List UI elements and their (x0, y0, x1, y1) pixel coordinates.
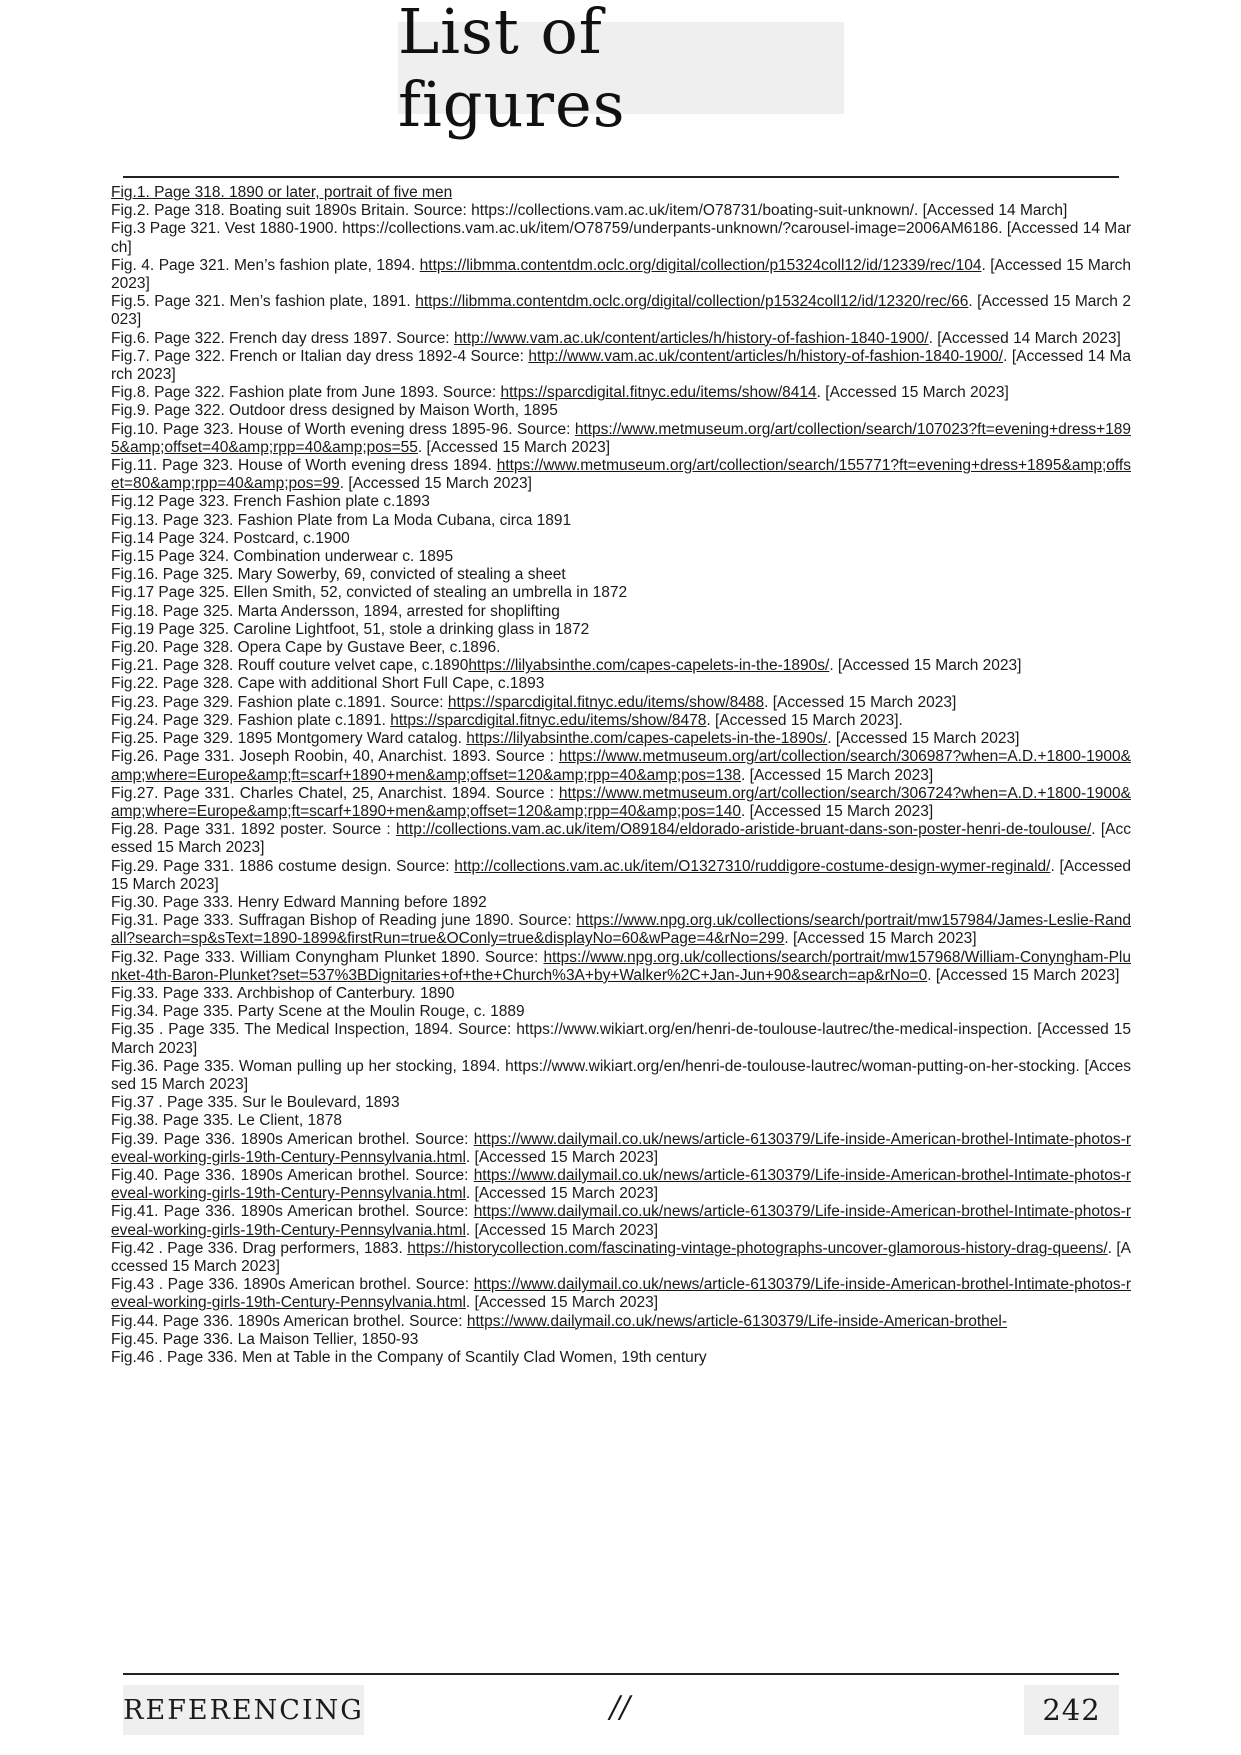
figure-source-link[interactable]: https://www.metmuseum.org/art/collection/search/107023?ft=evening+dress+1895&amp;offset=40&amp;rpp=40&amp;pos=55 (111, 420, 1131, 456)
figure-caption: Fig.24. Page 329. Fashion plate c.1891. (111, 711, 391, 729)
figure-caption: Fig.9. Page 322. Outdoor dress designed by Maison Worth, 1895 (111, 402, 558, 420)
figure-entry (111, 1349, 1131, 1367)
figure-entry (111, 1021, 1131, 1057)
figure-entry (111, 621, 1131, 639)
figure-caption: Fig.16. Page 325. Mary Sowerby, 69, convicted of stealing a sheet (111, 566, 566, 584)
figure-caption: Fig.6. Page 322. French day dress 1897. Source: (111, 329, 454, 347)
figure-entry (111, 694, 1131, 712)
figure-entry (111, 712, 1131, 730)
figure-entry (111, 584, 1131, 602)
figure-source-link[interactable]: https://sparcdigital.fitnyc.edu/items/show/8478 (390, 711, 707, 729)
figure-entry (111, 184, 1131, 202)
figure-entry (111, 985, 1131, 1003)
figure-caption: Fig.13. Page 323. Fashion Plate from La Moda Cubana, circa 1891 (111, 511, 572, 529)
top-divider (123, 176, 1119, 178)
figure-access-note: . [Accessed 15 March 2023] (816, 384, 1009, 402)
figure-entry (111, 1313, 1131, 1331)
figure-entry (111, 530, 1131, 548)
figure-caption: Fig.25. Page 329. 1895 Montgomery Ward catalog. (111, 730, 467, 748)
figure-caption: Fig.19 Page 325. Caroline Lightfoot, 51, stole a drinking glass in 1872 (111, 620, 590, 638)
figure-caption: Fig.37 . Page 335. Sur le Boulevard, 1893 (111, 1094, 400, 1112)
figure-entry (111, 894, 1131, 912)
figure-caption: Fig.42 . Page 336. Drag performers, 1883. (111, 1239, 408, 1257)
figure-access-note: . [Accessed 15 March 2023] (111, 1239, 1131, 1275)
figure-caption: Fig.17 Page 325. Ellen Smith, 52, convicted of stealing an umbrella in 1872 (111, 584, 628, 602)
figure-caption: Fig.45. Page 336. La Maison Tellier, 1850-93 (111, 1330, 419, 1348)
figure-entry (111, 457, 1131, 493)
figure-source-link[interactable]: https://historycollection.com/fascinating-vintage-photographs-uncover-glamorous-history-drag-queens/ (407, 1239, 1108, 1257)
figure-entry (111, 1203, 1131, 1239)
figure-source-link[interactable]: http://collections.vam.ac.uk/item/O1327310/ruddigore-costume-design-wymer-reginald/ (454, 857, 1051, 875)
figure-entry (111, 675, 1131, 693)
figure-access-note: . [Accessed 15 March 2023] (465, 1221, 659, 1239)
figure-caption: Fig.26. Page 331. Joseph Roobin, 40, Anarchist. 1893. Source : (111, 748, 559, 766)
figure-caption: Fig.10. Page 323. House of Worth evening dress 1895-96. Source: (111, 420, 575, 438)
figure-entry (111, 293, 1131, 329)
figure-caption: Fig.22. Page 328. Cape with additional Short Full Cape, c.1893 (111, 675, 545, 693)
figure-source-link[interactable]: https://libmma.contentdm.oclc.org/digital/collection/p15324coll12/id/12320/rec/66 (415, 293, 969, 311)
figure-access-note: . [Accessed 15 March 2023] (111, 857, 1132, 893)
figure-source-link[interactable]: https://www.metmuseum.org/art/collection/search/155771?ft=evening+dress+1895&amp;offset=80&amp;rpp=40&amp;pos=99 (111, 457, 1131, 493)
figure-caption: Fig.30. Page 333. Henry Edward Manning before 1892 (111, 893, 487, 911)
figure-caption: Fig.15 Page 324. Combination underwear c. 1895 (111, 548, 454, 566)
figure-caption: Fig.18. Page 325. Marta Andersson, 1894, arrested for shoplifting (111, 602, 560, 620)
figure-source-link[interactable]: https://lilyabsinthe.com/capes-capelets-in-the-1890s/ (466, 730, 828, 748)
figure-caption: Fig.38. Page 335. Le Client, 1878 (111, 1112, 342, 1130)
figure-entry (111, 348, 1131, 384)
figure-entry (111, 603, 1131, 621)
figure-source-link[interactable]: https://www.dailymail.co.uk/news/article-6130379/Life-inside-American-brothel-Intimate-photos-reveal-working-girls-19th-Century-Pennsylvania.html (111, 1203, 1131, 1239)
figure-entry (111, 730, 1131, 748)
figure-caption: Fig.28. Page 331. 1892 poster. Source : (111, 821, 396, 839)
figure-entry (111, 912, 1131, 948)
figure-caption: Fig.5. Page 321. Men’s fashion plate, 1891. (111, 293, 416, 311)
figure-entry (111, 330, 1131, 348)
figure-caption: Fig.31. Page 333. Suffragan Bishop of Reading june 1890. Source: (111, 912, 577, 930)
figure-source-link[interactable]: http://www.vam.ac.uk/content/articles/h/history-of-fashion-1840-1900/ (453, 329, 929, 347)
figure-caption: Fig.33. Page 333. Archbishop of Canterbury. 1890 (111, 984, 455, 1002)
figure-entry (111, 1131, 1131, 1167)
figure-source-link[interactable]: https://libmma.contentdm.oclc.org/digital/collection/p15324coll12/id/12339/rec/104 (419, 256, 982, 274)
figure-entry (111, 821, 1131, 857)
figure-access-note: . [Accessed 15 March 2023] (111, 293, 1131, 329)
figure-source-link[interactable]: https://sparcdigital.fitnyc.edu/items/show/8414 (500, 384, 817, 402)
figure-caption: Fig.23. Page 329. Fashion plate c.1891. Source: (111, 693, 448, 711)
title-box (398, 0, 844, 141)
figure-source-link[interactable]: https://www.dailymail.co.uk/news/article-6130379/Life-inside-American-brothel-Intimate-photos-reveal-working-girls-19th-Century-Pennsylvania.html (111, 1276, 1131, 1312)
figure-entry (111, 949, 1131, 985)
figure-caption: Fig.41. Page 336. 1890s American brothel. Source: (111, 1203, 474, 1221)
figure-caption: Fig.27. Page 331. Charles Chatel, 25, Anarchist. 1894. Source : (111, 784, 559, 802)
figure-caption: Fig.20. Page 328. Opera Cape by Gustave Beer, c.1896. (111, 639, 501, 657)
figure-access-note: . [Accessed 15 March 2023] (829, 657, 1022, 675)
page-title: List of figures (398, 0, 626, 141)
figure-source-link[interactable]: https://www.dailymail.co.uk/news/article-6130379/Life-inside-American-brothel-Intimate-photos-reveal-working-girls-19th-Century-Pennsylvania.html (111, 1166, 1131, 1203)
figure-caption: Fig.32. Page 333. William Conyngham Plunket 1890. Source: (111, 948, 544, 966)
figure-entry (111, 512, 1131, 530)
figure-caption: Fig.44. Page 336. 1890s American brothel. Source: (111, 1312, 467, 1330)
figure-source-link[interactable]: Fig.1. Page 318. 1890 or later, portrait of five men (111, 184, 453, 201)
figure-entry (111, 1240, 1131, 1276)
figure-entry (111, 548, 1131, 566)
figure-caption: Fig.3 Page 321. Vest 1880-1900. https://collections.vam.ac.uk/item/O78759/underpants-unknown/?carousel-image=2006AM6186. [Accessed 14 March] (111, 220, 1131, 256)
figure-entry (111, 202, 1131, 220)
figure-entry (111, 1094, 1131, 1112)
figure-source-link[interactable]: https://lilyabsinthe.com/capes-capelets-in-the-1890s/ (468, 657, 830, 675)
figure-access-note: . [Accessed 15 March 2023] (111, 256, 1131, 293)
figure-caption: Fig.34. Page 335. Party Scene at the Moulin Rouge, c. 1889 (111, 1003, 525, 1021)
figure-access-note: . [Accessed 15 March 2023] (417, 438, 611, 456)
figure-source-link[interactable]: https://www.dailymail.co.uk/news/article-6130379/Life-inside-American-brothel- (466, 1312, 1008, 1330)
figure-access-note: . [Accessed 14 March 2023] (928, 329, 1121, 347)
footer-section-label: REFERENCING (123, 1685, 364, 1735)
figure-access-note: . [Accessed 15 March 2023] (465, 1148, 659, 1166)
figure-entry (111, 785, 1131, 821)
figure-caption: Fig.43 . Page 336. 1890s American brothel. Source: (111, 1276, 474, 1294)
figure-source-link[interactable]: https://www.npg.org.uk/collections/search/portrait/mw157984/James-Leslie-Randall?search=sp&sText=1890-1899&firstRun=true&OConly=true&displayNo=60&wPage=4&rNo=299 (111, 912, 1131, 948)
figure-source-link[interactable]: http://collections.vam.ac.uk/item/O89184/eldorado-aristide-bruant-dans-son-poster-henri-de-toulouse/ (396, 821, 1092, 839)
figure-access-note: . [Accessed 14 March 2023] (111, 347, 1131, 384)
figure-caption: Fig.8. Page 322. Fashion plate from June 1893. Source: (111, 384, 501, 402)
figure-entry (111, 1276, 1131, 1312)
figure-access-note: . [Accessed 15 March 2023] (111, 821, 1131, 857)
figure-caption: Fig.11. Page 323. House of Worth evening dress 1894. (111, 457, 497, 475)
figure-entry (111, 1167, 1131, 1203)
figure-source-link[interactable]: https://sparcdigital.fitnyc.edu/items/show/8488 (447, 693, 765, 711)
figure-entry (111, 639, 1131, 657)
figure-access-note: . [Accessed 15 March 2023] (741, 802, 934, 820)
figure-caption: Fig.7. Page 322. French or Italian day dress 1892-4 Source: (111, 347, 529, 365)
figure-access-note: . [Accessed 15 March 2023] (764, 693, 957, 711)
figure-entry (111, 493, 1131, 511)
figure-source-link[interactable]: https://www.metmuseum.org/art/collection/search/306987?when=A.D.+1800-1900&amp;where=Europe&amp;ft=scarf+1890+men&amp;offset=120&amp;rpp=40&amp;pos=138 (111, 748, 1131, 784)
figure-entry (111, 657, 1131, 675)
bottom-divider (123, 1673, 1119, 1675)
figure-access-note: . [Accessed 15 March 2023] (465, 1185, 659, 1203)
figure-entry (111, 566, 1131, 584)
figure-caption: Fig.2. Page 318. Boating suit 1890s Britain. Source: https://collections.vam.ac.uk/item/O78731/boating-suit-unknown/. [Accessed 14 March] (111, 202, 1068, 220)
figure-caption: Fig.39. Page 336. 1890s American brothel. Source: (111, 1130, 474, 1148)
figure-entry (111, 257, 1131, 293)
figure-access-note: . [Accessed 15 March 2023] (465, 1294, 659, 1312)
figure-caption: Fig.29. Page 331. 1886 costume design. Source: (111, 857, 455, 875)
figure-access-note: . [Accessed 15 March 2023] (827, 730, 1020, 748)
figure-access-note: . [Accessed 15 March 2023]. (706, 711, 903, 729)
figure-caption: Fig.21. Page 328. Rouff couture velvet cape, c.1890 (111, 657, 469, 675)
figure-caption: Fig.46 . Page 336. Men at Table in the Company of Scantily Clad Women, 19th century (111, 1349, 707, 1366)
figure-access-note: . [Accessed 15 March 2023] (741, 766, 934, 784)
figure-list (111, 184, 1131, 1367)
figure-source-link[interactable]: http://www.vam.ac.uk/content/articles/h/history-of-fashion-1840-1900/ (528, 347, 1004, 365)
footer-separator: // (609, 1690, 631, 1725)
figure-entry (111, 220, 1131, 256)
figure-caption: Fig.35 . Page 335. The Medical Inspection, 1894. Source: https://www.wikiart.org/en/henri-de-toulouse-lautrec/the-medical-inspection. [Accessed 15 March 2023] (111, 1021, 1131, 1057)
figure-entry (111, 1058, 1131, 1094)
figure-source-link[interactable]: https://www.metmuseum.org/art/collection/search/306724?when=A.D.+1800-1900&amp;where=Europe&amp;ft=scarf+1890+men&amp;offset=120&amp;rpp=40&amp;pos=140 (111, 784, 1131, 820)
figure-entry (111, 1112, 1131, 1130)
figure-entry (111, 1003, 1131, 1021)
figure-entry (111, 1331, 1131, 1349)
figure-caption: Fig.36. Page 335. Woman pulling up her stocking, 1894. https://www.wikiart.org/en/henri-de-toulouse-lautrec/woman-putting-on-her-stocking. [Accessed 15 March 2023] (111, 1057, 1131, 1093)
figure-caption: Fig.40. Page 336. 1890s American brothel. Source: (111, 1166, 474, 1184)
figure-source-link[interactable]: https://www.npg.org.uk/collections/search/portrait/mw157968/William-Conyngham-Plunket-4th-Baron-Plunket?set=537%3BDignitaries+of+the+Church%3A+by+Walker%2C+Jan-Jun+90&search=ap&rNo=0 (111, 948, 1131, 984)
figure-caption: Fig.14 Page 324. Postcard, c.1900 (111, 529, 350, 547)
figure-entry (111, 421, 1131, 457)
figure-entry (111, 402, 1131, 420)
footer-page-number: 242 (1024, 1685, 1119, 1735)
figure-access-note: . [Accessed 15 March 2023] (784, 930, 977, 948)
figure-source-link[interactable]: https://www.dailymail.co.uk/news/article-6130379/Life-inside-American-brothel-Intimate-photos-reveal-working-girls-19th-Century-Pennsylvania.html (111, 1130, 1131, 1166)
figure-entry (111, 384, 1131, 402)
figure-access-note: . [Accessed 15 March 2023] (927, 966, 1120, 984)
figure-caption: Fig. 4. Page 321. Men’s fashion plate, 1894. (111, 256, 420, 274)
figure-entry (111, 748, 1131, 784)
figure-entry (111, 858, 1131, 894)
figure-access-note: . [Accessed 15 March 2023] (339, 475, 532, 493)
figure-caption: Fig.12 Page 323. French Fashion plate c.1893 (111, 493, 430, 511)
